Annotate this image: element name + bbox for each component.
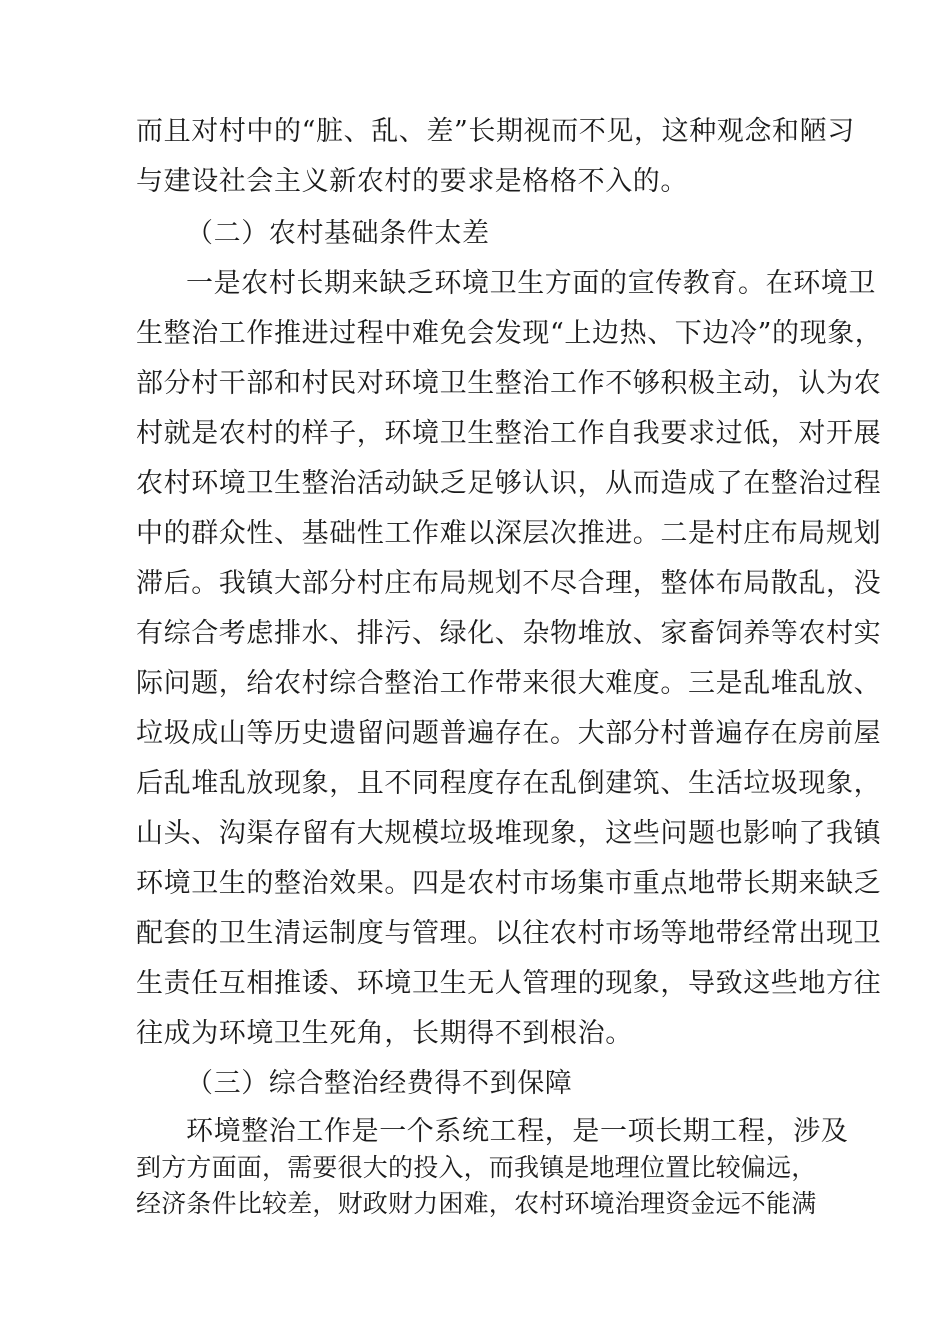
body-text-line: 到方方面面，需要很大的投入，而我镇是地理位置比较偏远， — [136, 1153, 817, 1182]
body-text-line: 后乱堆乱放现象，且不同程度存在乱倒建筑、生活垃圾现象， — [136, 768, 882, 799]
body-text-line: 配套的卫生清运制度与管理。以往农村市场等地带经常出现卫 — [136, 918, 882, 949]
body-text-line: 经济条件比较差，财政财力困难，农村环境治理资金远不能满 — [136, 1189, 817, 1218]
body-text-line: 与建设社会主义新农村的要求是格格不入的。 — [136, 166, 688, 197]
body-text-line: 往成为环境卫生死角，长期得不到根治。 — [136, 1018, 633, 1049]
body-text-line: 部分村干部和村民对环境卫生整治工作不够积极主动，认为农 — [136, 368, 882, 399]
body-text-line: 山头、沟渠存留有大规模垃圾堆现象，这些问题也影响了我镇 — [136, 818, 882, 849]
body-text-line: 生责任互相推诿、环境卫生无人管理的现象，导致这些地方往 — [136, 968, 882, 999]
body-text-line: 际问题，给农村综合整治工作带来很大难度。三是乱堆乱放、 — [136, 668, 882, 699]
body-text-line: 村就是农村的样子，环境卫生整治工作自我要求过低，对开展 — [136, 418, 882, 449]
paragraph-first-line: 环境整治工作是一个系统工程，是一项长期工程，涉及 — [186, 1116, 849, 1147]
section-heading-3: （三）综合整治经费得不到保障 — [186, 1068, 573, 1099]
body-text-line: 滞后。我镇大部分村庄布局规划不尽合理，整体布局散乱，没 — [136, 568, 882, 599]
body-text-line: 有综合考虑排水、排污、绿化、杂物堆放、家畜饲养等农村实 — [136, 618, 882, 649]
paragraph-first-line: 一是农村长期来缺乏环境卫生方面的宣传教育。在环境卫 — [186, 268, 876, 299]
body-text-line: 中的群众性、基础性工作难以深层次推进。二是村庄布局规划 — [136, 518, 882, 549]
body-text-line: 环境卫生的整治效果。四是农村市场集市重点地带长期来缺乏 — [136, 868, 882, 899]
body-text-line: 农村环境卫生整治活动缺乏足够认识，从而造成了在整治过程 — [136, 468, 882, 499]
body-text-line: 垃圾成山等历史遗留问题普遍存在。大部分村普遍存在房前屋 — [136, 718, 882, 749]
body-text-line: 而且对村中的“脏、乱、差”长期视而不见，这种观念和陋习 — [136, 116, 855, 147]
body-text-line: 生整治工作推进过程中难免会发现“上边热、下边冷”的现象， — [136, 318, 883, 349]
section-heading-2: （二）农村基础条件太差 — [186, 218, 490, 249]
